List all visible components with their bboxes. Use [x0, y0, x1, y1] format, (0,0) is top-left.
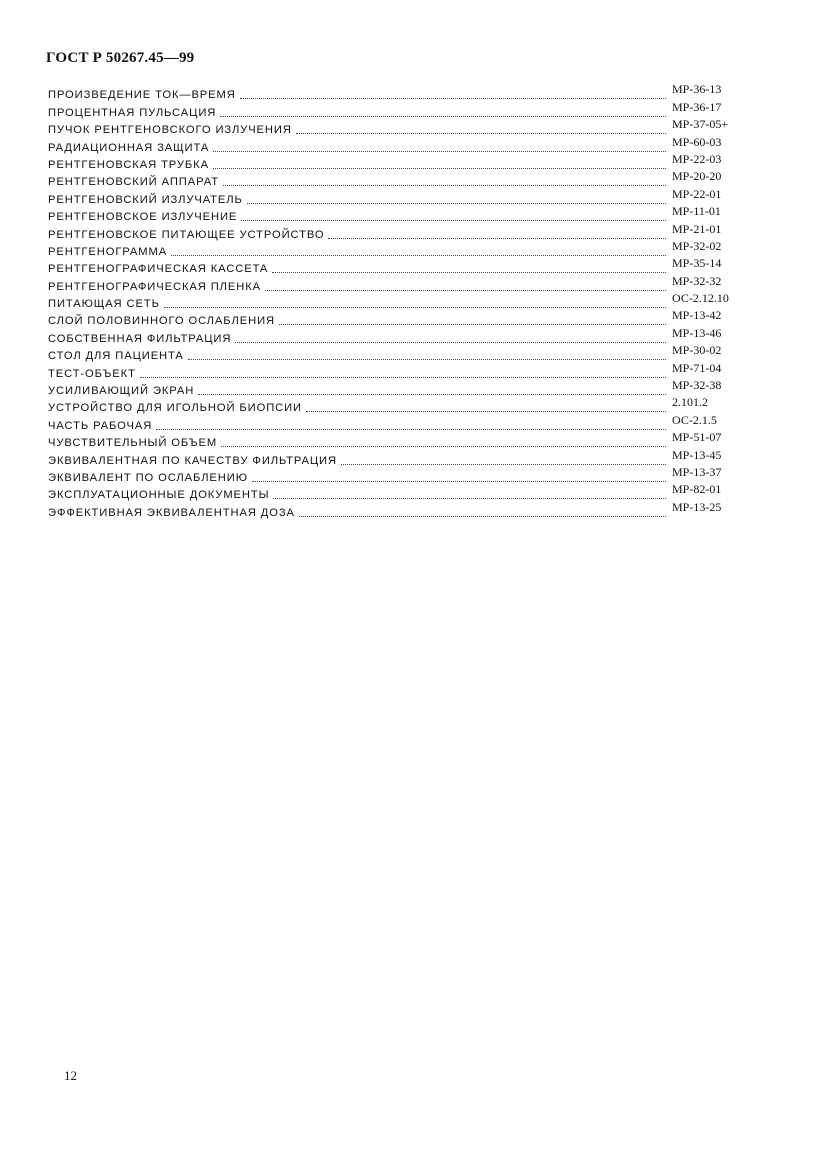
index-term: РАДИАЦИОННАЯ ЗАЩИТА	[48, 142, 213, 155]
index-term: УСИЛИВАЮЩИЙ ЭКРАН	[48, 385, 198, 398]
index-code: МР-13-37	[672, 464, 722, 479]
dot-leader	[306, 411, 666, 412]
index-term: ЭКСПЛУАТАЦИОННЫЕ ДОКУМЕНТЫ	[48, 489, 273, 502]
index-entry	[48, 499, 748, 519]
dot-leader	[296, 133, 666, 134]
dot-leader	[252, 481, 666, 482]
index-entry	[48, 430, 748, 450]
index-term: ЧУВСТВИТЕЛЬНЫЙ ОБЪЕМ	[48, 437, 221, 450]
index-entry	[48, 151, 748, 172]
index-entry	[48, 99, 748, 119]
index-entry	[48, 256, 748, 276]
index-term: СЛОЙ ПОЛОВИННОГО ОСЛАБЛЕНИЯ	[48, 315, 279, 328]
dot-leader	[272, 272, 666, 273]
index-term: РЕНТГЕНОВСКАЯ ТРУБКА	[48, 159, 213, 172]
index-term: ТЕСТ-ОБЪЕКТ	[48, 368, 140, 381]
dot-leader	[221, 446, 666, 447]
dot-leader	[188, 359, 666, 360]
index-entry	[48, 447, 748, 467]
index-code: МР-13-45	[672, 447, 722, 462]
index-code: МР-32-38	[672, 378, 722, 393]
dot-leader	[265, 290, 666, 291]
dot-leader	[299, 516, 666, 517]
index-entry	[48, 273, 748, 293]
dot-leader	[273, 498, 666, 499]
index-term: ПРОЦЕНТНАЯ ПУЛЬСАЦИЯ	[48, 107, 220, 120]
index-code: МР-32-32	[672, 273, 722, 288]
index-code: МР-35-14	[672, 256, 722, 271]
index-entry	[48, 291, 748, 311]
index-term: РЕНТГЕНОГРАММА	[48, 246, 171, 259]
dot-leader	[247, 203, 666, 204]
term-index-list	[48, 82, 748, 520]
index-term: УСТРОЙСТВО ДЛЯ ИГОЛЬНОЙ БИОПСИИ	[48, 402, 306, 415]
index-code: МР-11-01	[672, 204, 721, 219]
index-entry	[48, 325, 748, 345]
index-term: РЕНТГЕНОВСКОЕ ПИТАЮЩЕЕ УСТРОЙСТВО	[48, 229, 328, 242]
index-entry	[48, 378, 748, 398]
page-number: 12	[64, 1068, 77, 1083]
index-code: МР-20-20	[672, 169, 722, 184]
index-code: 2.101.2	[672, 395, 708, 410]
index-term: ПУЧОК РЕНТГЕНОВСКОГО ИЗЛУЧЕНИЯ	[48, 124, 296, 137]
index-code: МР-32-02	[672, 238, 722, 253]
index-term: ЭКВИВАЛЕНТНАЯ ПО КАЧЕСТВУ ФИЛЬТРАЦИЯ	[48, 455, 341, 468]
index-code: МР-22-01	[672, 186, 722, 201]
index-term: ПРОИЗВЕДЕНИЕ ТОК—ВРЕМЯ	[48, 89, 240, 102]
dot-leader	[240, 98, 666, 99]
index-entry	[48, 412, 748, 432]
dot-leader	[241, 220, 666, 221]
dot-leader	[213, 168, 666, 169]
index-code: МР-21-01	[672, 221, 722, 236]
index-entry	[48, 343, 748, 363]
index-entry	[48, 464, 748, 485]
index-entry	[48, 482, 748, 502]
index-code: МР-13-42	[672, 308, 722, 323]
index-code: МР-82-01	[672, 482, 722, 497]
dot-leader	[341, 464, 666, 465]
dot-leader	[171, 255, 666, 256]
index-term: ЭКВИВАЛЕНТ ПО ОСЛАБЛЕНИЮ	[48, 472, 252, 485]
dot-leader	[156, 429, 666, 430]
index-entry	[48, 221, 748, 241]
index-entry	[48, 169, 748, 189]
index-code: МР-22-03	[672, 151, 722, 166]
index-term: РЕНТГЕНОГРАФИЧЕСКАЯ КАССЕТА	[48, 263, 272, 276]
index-code: МР-13-46	[672, 325, 722, 340]
index-term: РЕНТГЕНОГРАФИЧЕСКАЯ ПЛЕНКА	[48, 281, 265, 294]
index-term: СОБСТВЕННАЯ ФИЛЬТРАЦИЯ	[48, 333, 235, 346]
index-term: РЕНТГЕНОВСКИЙ АППАРАТ	[48, 176, 223, 189]
index-code: МР-60-03	[672, 134, 722, 149]
index-code: МР-37-05+	[672, 117, 729, 132]
document-header: ГОСТ Р 50267.45—99	[46, 50, 195, 66]
dot-leader	[140, 377, 666, 378]
dot-leader	[235, 342, 666, 343]
index-entry	[48, 134, 748, 154]
index-code: ОС-2.1.5	[672, 412, 717, 427]
index-entry	[48, 308, 748, 328]
index-term: РЕНТГЕНОВСКОЕ ИЗЛУЧЕНИЕ	[48, 211, 241, 224]
index-term: ПИТАЮЩАЯ СЕТЬ	[48, 298, 164, 311]
index-code: МР-71-04	[672, 360, 722, 375]
index-term: РЕНТГЕНОВСКИЙ ИЗЛУЧАТЕЛЬ	[48, 194, 247, 207]
dot-leader	[223, 185, 666, 186]
dot-leader	[213, 151, 666, 152]
index-term: ЧАСТЬ РАБОЧАЯ	[48, 420, 156, 433]
index-entry	[48, 238, 748, 259]
index-entry	[48, 186, 748, 206]
dot-leader	[198, 394, 666, 395]
dot-leader	[328, 238, 666, 239]
dot-leader	[220, 116, 666, 117]
dot-leader	[164, 307, 666, 308]
index-code: МР-13-25	[672, 499, 722, 514]
index-code: МР-36-13	[672, 82, 722, 97]
dot-leader	[279, 324, 666, 325]
index-code: МР-51-07	[672, 430, 722, 445]
index-code: ОС-2.12.10	[672, 291, 729, 306]
index-entry	[48, 82, 748, 102]
index-term: СТОЛ ДЛЯ ПАЦИЕНТА	[48, 350, 188, 363]
index-term: ЭФФЕКТИВНАЯ ЭКВИВАЛЕНТНАЯ ДОЗА	[48, 507, 299, 520]
index-code: МР-30-02	[672, 343, 722, 358]
index-code: МР-36-17	[672, 99, 722, 114]
index-entry	[48, 117, 748, 137]
index-entry	[48, 395, 748, 415]
index-entry	[48, 204, 748, 224]
index-entry	[48, 360, 748, 380]
